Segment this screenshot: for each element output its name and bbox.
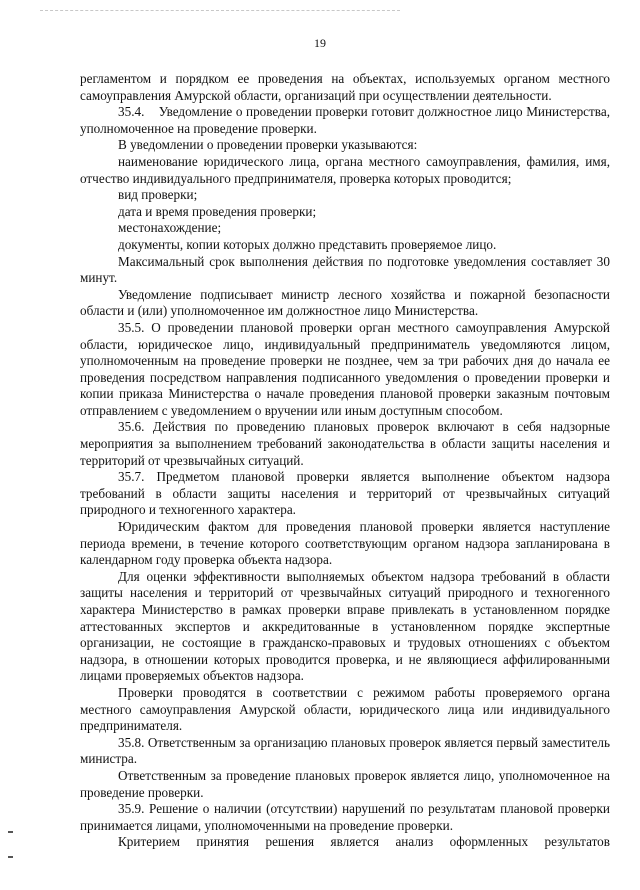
paragraph: 35.8. Ответственным за организацию плановых проверок является первый заместитель министра. [80, 734, 610, 767]
paragraph: наименование юридического лица, органа местного самоуправления, фамилия, имя, отчество индивидуального предпринимателя, проверка которых проводится; [80, 153, 610, 186]
paragraph: 35.4. Уведомление о проведении проверки готовит должностное лицо Министерства, уполномоченное на проведение проверки. [80, 104, 610, 136]
paragraph: 35.7. Предметом плановой проверки является выполнение объектом надзора требований в области защиты населения и территорий от чрезвычайных ситуаций природного и техногенного характера. [80, 469, 610, 518]
paragraph: Юридическим фактом для проведения плановой проверки является наступление периода времени, в течение которого соответствующим органом надзора запланирована в календарном году проверка объекта надзора. [80, 519, 610, 568]
paragraph: Для оценки эффективности выполняемых объектом надзора требований в области защиты населения и территорий от чрезвычайных ситуаций природного и техногенного характера Министерство в рамках проверки вправе привлекать в установленном порядке аттестованных экспертов и аккредитованные в установленном порядке экспертные организации, не состоящие в гражданско-правовых и трудовых отношениях с объектом надзора, в отношении которых проводится проверка, и не являющиеся аффилированными лицами проверяемых объектов надзора. [80, 568, 610, 684]
paragraph: 35.9. Решение о наличии (отсутствии) нарушений по результатам плановой проверки принимается лицами, уполномоченными на проведение проверки. [80, 801, 610, 833]
paragraph: Уведомление подписывает министр лесного хозяйства и пожарной безопасности области и (или) уполномоченное им должностное лицо Министерства. [80, 286, 610, 319]
page-number: 19 [314, 36, 326, 50]
document-body [80, 71, 610, 851]
paragraph: Ответственным за проведение плановых проверок является лицо, уполномоченное на проведение проверки. [80, 767, 610, 800]
paragraph: Проверки проводятся в соответствии с режимом работы проверяемого органа местного самоуправления Амурской области, юридического лица или индивидуального предпринимателя. [80, 684, 610, 734]
paragraph: вид проверки; [118, 187, 198, 203]
paragraph: 35.5. О проведении плановой проверки орган местного самоуправления Амурской области, юридическое лицо, индивидуальный предприниматель уведомляются лицом, уполномоченным на проведение проверки не позднее, чем за три рабочих дня до начала ее проведения посредством направления подписанного уведомления о проведении проверки и копии приказа Министерства о начале проведения плановой проверки заказным почтовым отправлением с уведомлением о вручении или иным доступным способом. [80, 319, 610, 418]
paragraph: дата и время проведения проверки; [118, 203, 317, 219]
scan-margin-mark [8, 856, 13, 858]
paragraph: документы, копии которых должно представить проверяемое лицо. [118, 236, 497, 252]
paragraph: Максимальный срок выполнения действия по подготовке уведомления составляет 30 минут. [80, 253, 610, 286]
paragraph: регламентом и порядком ее проведения на объектах, используемых органом местного самоуправления Амурской области, организаций при осуществлении деятельности. [80, 71, 610, 103]
paragraph: В уведомлении о проведении проверки указываются: [118, 137, 418, 153]
scan-margin-mark [8, 831, 13, 833]
paragraph: Критерием принятия решения является анализ оформленных результатов [118, 834, 610, 850]
scan-top-edge [40, 10, 400, 12]
paragraph: местонахождение; [118, 220, 222, 236]
paragraph: 35.6. Действия по проведению плановых проверок включают в себя надзорные мероприятия за выполнением требований законодательства в области защиты населения и территорий от чрезвычайных ситуаций. [80, 419, 610, 468]
